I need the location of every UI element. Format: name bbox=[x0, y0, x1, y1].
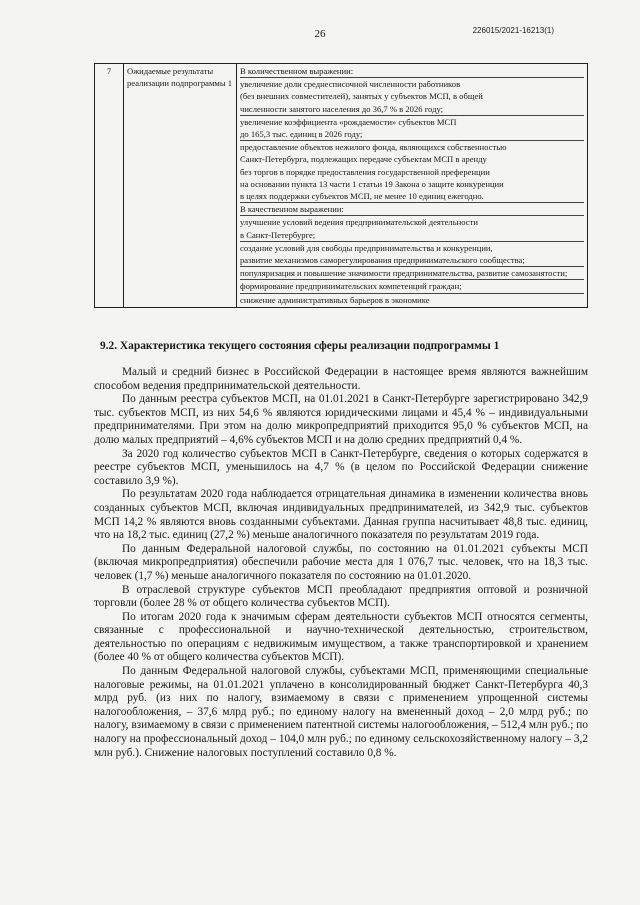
paragraph: По данным реестра субъектов МСП, на 01.01.2021 в Санкт-Петербурге зарегистрировано 342,9 тыс. субъектов МСП, из них 54,6 % являются юридическими лицами и 45,4 % – индивидуальными предпринимателями. При этом на долю микропредприятий приходится 95,0 % субъектов МСП, на долю малых предприятий – 4,6% субъектов МСП и на долю средних предприятий 0,4 %. bbox=[94, 393, 588, 446]
table-line: снижение административных барьеров в экономике bbox=[240, 294, 430, 305]
table-line: увеличение коэффициента «рождаемости» субъектов МСП bbox=[240, 116, 457, 127]
page-number: 26 bbox=[314, 28, 326, 40]
section-title: 9.2. Характеристика текущего состояния сферы реализации подпрограммы 1 bbox=[100, 340, 500, 352]
paragraph: По итогам 2020 года к значимым сферам деятельности субъектов МСП относятся сегменты, связанные с профессиональной и научно-технической деятельностью, строительством, деятельностью по операциям с недвижимым имуществом, а также транспортировкой и хранением (более 40 % от общего количества субъектов МСП). bbox=[94, 610, 588, 664]
table-line: улучшение условий ведения предпринимательской деятельности bbox=[240, 217, 478, 228]
table-line: в Санкт-Петербурге; bbox=[240, 229, 584, 242]
paragraph: По данным Федеральной налоговой службы, по состоянию на 01.01.2021 субъекты МСП (включая микропредприятия) обеспечили рабочие места для 1 076,7 тыс. человек, что на 18,3 тыс. человек (1,7 %) меньше аналогичного показателя по состоянию на 01.01.2020. bbox=[94, 542, 588, 582]
table-line: до 165,3 тыс. единиц в 2026 году; bbox=[240, 128, 584, 141]
table-line: создание условий для свободы предпринимательства и конкуренции, bbox=[240, 242, 493, 253]
paragraph: По данным Федеральной налоговой службы, субъектами МСП, применяющими специальные налоговые режимы, на 01.01.2021 уплачено в консолидированный бюджет Санкт-Петербурга 40,3 млрд руб. (из них по налогу, взимаемому в связи с применением упрощенной системы налогообложения, – 37,6 млрд руб.; по единому налогу на вмененный доход – 2,0 млрд руб.; по налогу, взимаемому в связи с применением патентной системы налогообложения, – 512,4 млн руб.; по налогу на профессиональный доход – 104,0 млн руб.; по единому сельскохозяйственному налогу – 3,2 млн руб.). Снижение налоговых поступлений составило 0,8 %. bbox=[94, 665, 588, 759]
table-line: на основании пункта 13 части 1 статьи 19 Закона о защите конкуренции bbox=[240, 178, 504, 189]
table-line: увеличение доли среднесписочной численности работников bbox=[240, 79, 461, 90]
paragraph: В отраслевой структуре субъектов МСП преобладают предприятия оптовой и розничной торговли (более 28 % от общего количества субъектов МСП). bbox=[94, 583, 588, 610]
table-line: В количественном выражении: bbox=[240, 65, 584, 78]
table-line: (без внешних совместителей), занятых у субъектов МСП, в общей bbox=[240, 91, 483, 102]
row-number-cell: 7 bbox=[95, 64, 124, 308]
paragraph: За 2020 год количество субъектов МСП в Санкт-Петербурге, сведения о которых содержатся в реестре субъектов МСП, уменьшилось на 4,7 % (в целом по Российской Федерации снижение составило 3,9 %). bbox=[94, 447, 588, 487]
row-name-cell: Ожидаемые результаты реализации подпрограммы 1 bbox=[124, 64, 237, 308]
table-line: развитие механизмов саморегулирования предпринимательского сообщества; bbox=[240, 254, 584, 267]
table-line: предоставление объектов нежилого фонда, являющихся собственностью bbox=[240, 142, 507, 153]
indicator-table bbox=[94, 63, 588, 308]
body-text bbox=[94, 366, 588, 760]
table-line: численности занятого населения до 36,7 % в 2026 году; bbox=[240, 103, 584, 116]
table-line: в целях поддержки субъектов МСП, не менее 10 единиц ежегодно. bbox=[240, 190, 584, 203]
row-value-cell bbox=[237, 64, 588, 308]
table-line: популяризация и повышение значимости предпринимательства, развитие самозанятости; bbox=[240, 267, 584, 280]
document-id: 226015/2021-16213(1) bbox=[472, 26, 554, 35]
table-line: Санкт-Петербурга, подлежащих передаче субъектам МСП в аренду bbox=[240, 154, 487, 165]
paragraph: Малый и средний бизнес в Российской Федерации в настоящее время являются важнейшим способом ведения предпринимательской деятельности. bbox=[94, 366, 588, 392]
table-row bbox=[95, 64, 588, 308]
table-line: В качественном выражении: bbox=[240, 203, 584, 216]
table-line: формирование предпринимательских компетенций граждан; bbox=[240, 280, 584, 293]
paragraph: По результатам 2020 года наблюдается отрицательная динамика в изменении количества вновь созданных субъектов МСП, включая индивидуальных предпринимателей, из 342,9 тыс. субъектов МСП 14,2 % являются вновь созданными субъектами. Данная группа насчитывает 48,8 тыс. единиц, что на 18,2 тыс. единиц (27,2 %) меньше аналогичного показателя по результатам 2019 года. bbox=[94, 488, 588, 542]
table-line: без торгов в порядке предоставления государственной преференции bbox=[240, 166, 490, 177]
